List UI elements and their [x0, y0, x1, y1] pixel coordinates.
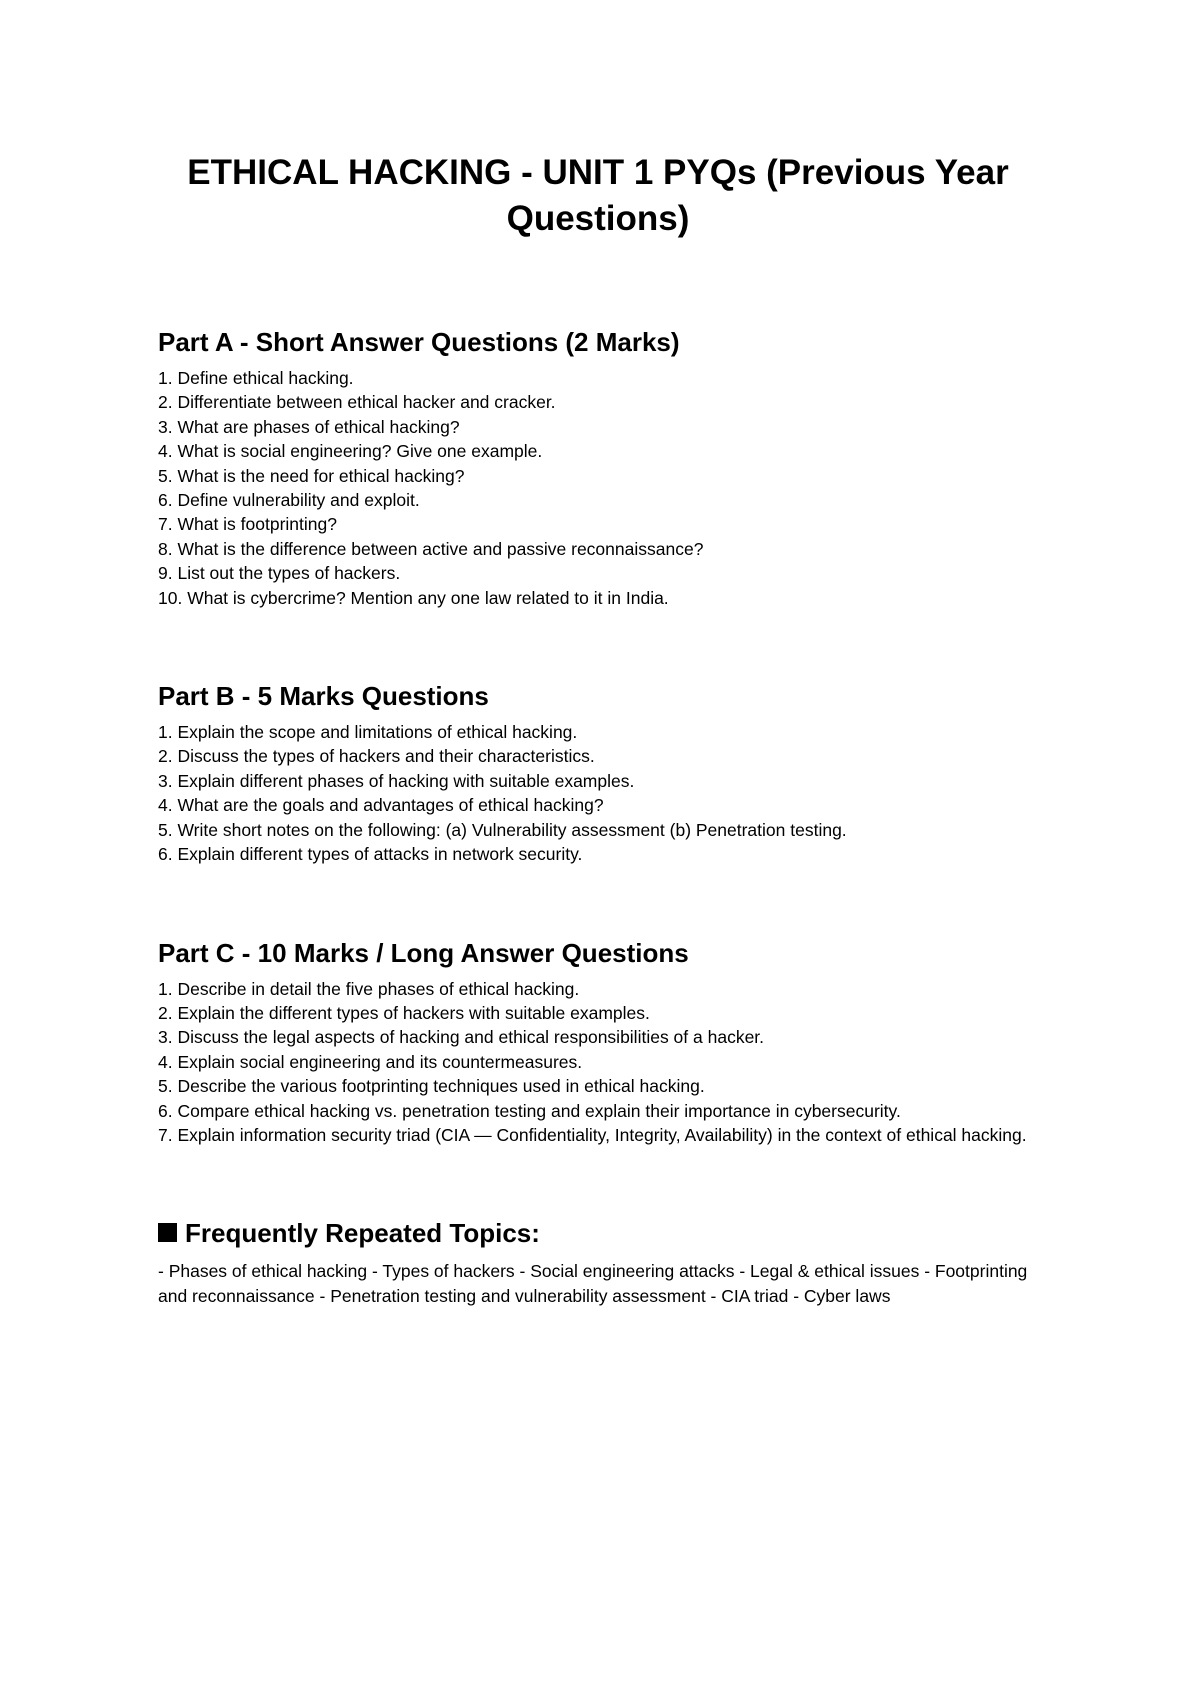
question-item: 7. What is footprinting? [158, 514, 337, 535]
black-square-icon [158, 1223, 177, 1242]
question-item: 3. What are phases of ethical hacking? [158, 416, 460, 437]
question-item: 4. Explain social engineering and its countermeasures. [158, 1051, 583, 1072]
part-b-question-list [158, 720, 1058, 866]
question-item: 4. What are the goals and advantages of ethical hacking? [158, 795, 604, 816]
part-c-section [158, 937, 1058, 1148]
question-item: 1. Define ethical hacking. [158, 368, 354, 388]
question-item: 8. What is the difference between active and passive reconnaissance? [158, 538, 704, 559]
question-item: 7. Explain information security triad (CIA — Confidentiality, Integrity, Availability) in the context of ethical hacking. [158, 1124, 1027, 1145]
question-item: 2. Discuss the types of hackers and their characteristics. [158, 746, 595, 767]
part-a-heading: Part A - Short Answer Questions (2 Marks) [158, 327, 680, 357]
question-item: 10. What is cybercrime? Mention any one law related to it in India. [158, 587, 669, 608]
topics-heading-label: Frequently Repeated Topics: [185, 1218, 540, 1249]
question-item: 9. List out the types of hackers. [158, 563, 401, 584]
question-item: 6. Compare ethical hacking vs. penetration testing and explain their importance in cybersecurity. [158, 1100, 901, 1121]
question-item: 3. Explain different phases of hacking with suitable examples. [158, 770, 635, 791]
question-item: 5. Write short notes on the following: (a) Vulnerability assessment (b) Penetration testing. [158, 819, 847, 840]
topics-text: - Phases of ethical hacking - Types of hackers - Social engineering attacks - Legal & ethical issues - Footprinting and reconnaissance - Penetration testing and vulnerability assessment - CIA triad - Cyber laws [158, 1261, 1028, 1306]
part-c-heading: Part C - 10 Marks / Long Answer Questions [158, 937, 689, 968]
topics-section [158, 1217, 1058, 1308]
document-title: ETHICAL HACKING - UNIT 1 PYQs (Previous Year Questions) [187, 153, 1009, 238]
part-a-section [158, 326, 1058, 610]
question-item: 6. Explain different types of attacks in network security. [158, 844, 583, 865]
question-item: 5. Describe the various footprinting techniques used in ethical hacking. [158, 1076, 705, 1097]
document-page [158, 150, 1058, 1308]
question-item: 2. Differentiate between ethical hacker and cracker. [158, 392, 556, 413]
question-item: 1. Describe in detail the five phases of ethical hacking. [158, 978, 580, 999]
part-b-section [158, 680, 1058, 866]
question-item: 1. Explain the scope and limitations of ethical hacking. [158, 722, 578, 743]
topics-heading [158, 1217, 1058, 1249]
question-item: 4. What is social engineering? Give one example. [158, 441, 543, 462]
part-a-question-list [158, 366, 1058, 610]
question-item: 6. Define vulnerability and exploit. [158, 490, 420, 511]
part-c-question-list [158, 977, 1058, 1148]
question-item: 3. Discuss the legal aspects of hacking and ethical responsibilities of a hacker. [158, 1027, 765, 1048]
question-item: 5. What is the need for ethical hacking? [158, 465, 465, 486]
question-item: 2. Explain the different types of hackers with suitable examples. [158, 1002, 650, 1023]
part-b-heading: Part B - 5 Marks Questions [158, 681, 489, 712]
